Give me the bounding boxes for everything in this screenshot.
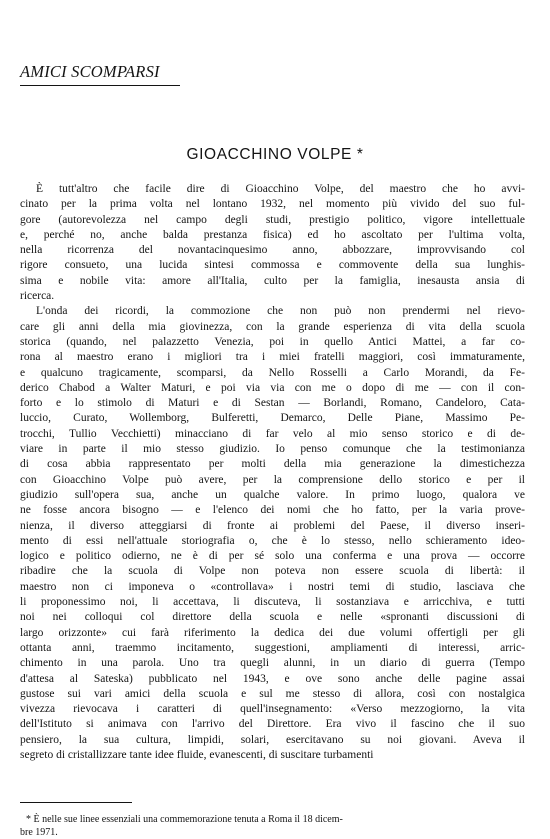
text-line: trocchi, Tullio Vecchietti) minacciano di far velo al mio senso storico e di de- [20, 427, 525, 440]
text-line: segreto di cristallizzare tante idee fluide, evanescenti, di suscitare turbamenti [20, 748, 374, 761]
text-line: giudizio sull'opera sua, anche un qualche valore. In primo luogo, qualora ve [20, 488, 525, 501]
text-line: care gli anni della mia giovinezza, con la grande esperienza di vita della scuola [20, 320, 525, 333]
text-line: pensiero, la sua cultura, limpidi, solari, esercitavano su noi giovani. Aveva il [20, 733, 525, 746]
footnote-separator [20, 802, 132, 803]
text-line: ottanta anni, traemmo incitamento, suggestioni, ampliamenti di interessi, arric- [20, 641, 525, 654]
text-line: ribadire che la scuola di Volpe non poteva non essere scuola di libertà: il [20, 565, 525, 578]
text-line: dell'Istituto si animava con l'arrivo del Direttore. Era vivo il fascino che il suo [20, 718, 525, 731]
text-line: forto e lo stimolo di Maturi e di Sestan — Borlandi, Romano, Candeloro, Cata- [20, 397, 525, 410]
article-body [20, 182, 525, 763]
text-line: logico e politico odierno, ne è di per sé solo una conferma e una prova — occorre [20, 550, 525, 563]
text-line: vivezza rievocava i caratteri di quell'insegnamento: «Verso mezzogiorno, la vita [20, 703, 525, 716]
text-line: e, perché no, anche balda prestanza fisica) ed ho ascoltato per l'ultima volta, [20, 228, 525, 241]
footnote-line: * È nelle sue linee essenziali una commemorazione tenuta a Roma il 18 dicem- [26, 814, 343, 825]
text-line: È tutt'altro che facile dire di Gioacchino Volpe, del maestro che ho avvi- [36, 183, 525, 195]
footnote-line: bre 1971. [20, 827, 58, 838]
text-line: viare in parte il mio stesso giudizio. Io penso comunque che la testimonianza [20, 443, 525, 456]
text-line: chimento in una parola. Uno tra quegli alunni, in un diario di guerra (Tempo [20, 657, 525, 670]
text-line: rigore consueto, una lucida sintesi commossa e commovente della sua lunghis- [20, 259, 525, 272]
text-line: sima e nobile vita: amore all'Italia, culto per la famiglia, inesausta ansia di [20, 274, 525, 287]
text-line: nienza, il diverso atteggiarsi di fronte ai problemi del Paese, il diverso inseri- [20, 519, 525, 532]
text-line: ricerca. [20, 290, 55, 303]
text-line: li proponessimo noi, li accettava, li discuteva, li sostanziava e arricchiva, e tutti [20, 596, 525, 609]
text-line: d'attesa al Sateska) pubblicato nel 1943, e ove sono anche delle pagine assai [20, 672, 525, 685]
article-title: GIOACCHINO VOLPE * [186, 146, 364, 163]
text-line: di cosa abbia rappresentato per molti della mia generazione la dimestichezza [20, 458, 525, 471]
text-line: luccio, Curato, Wollemborg, Bulferetti, Demarco, Delle Piane, Massimo Pe- [20, 412, 525, 425]
text-line: gore (autorevolezza nel campo degli studi, prestigio politico, vigore intellettuale [20, 213, 525, 226]
text-line: rona al maestro erano i migliori tra i miei fratelli maggiori, così immaturamente, [20, 351, 525, 364]
section-title: AMICI SCOMPARSI [20, 62, 160, 81]
paragraph-2 [20, 304, 525, 763]
text-line: derico Chabod a Walter Maturi, e poi via via con me o dopo di me — con il con- [20, 381, 525, 394]
section-title-underline [20, 85, 180, 86]
text-line: mento di essi nell'attuale storiografia o, che è lo stesso, nello schieramento ideo- [20, 534, 525, 547]
text-line: nella ricorrenza del novantacinquesimo anno, abbozzare, improvvisando col [20, 244, 525, 257]
paragraph-1 [20, 182, 525, 304]
text-line: L'onda dei ricordi, la commozione che non può non prendermi nel rievo- [36, 305, 525, 318]
text-line: e qualcuno tragicamente, scomparsi, da Nello Rosselli a Carlo Morandi, da Fe- [20, 366, 525, 379]
text-line: cinato per la prima volta nel lontano 1932, nel momento più vivido del suo ful- [20, 198, 525, 211]
text-line: maestro non ci imponeva o «controllava» i nostri temi di studio, lasciava che [20, 580, 525, 593]
text-line: largo orizzonte» cui farà riferimento la dedica dei due volumi offertigli per gli [20, 626, 525, 639]
footnote [20, 813, 525, 839]
text-line: con Gioacchino Volpe può avere, per la comprensione dello storico e per il [20, 473, 525, 486]
text-line: noi nei colloqui col direttore della scuola e nelle «spronanti discussioni di [20, 611, 525, 624]
text-line: gustose sui vari amici della scuola e sul me stesso di allora, così con nostalgica [20, 687, 525, 700]
text-line: storica (quando, nel palazzetto Venezia, poi in quello Antici Mattei, a far co- [20, 335, 525, 348]
text-line: ne fosse ancora bisogno — e l'elenco dei nomi che ho fatto, per la varia prove- [20, 504, 525, 517]
